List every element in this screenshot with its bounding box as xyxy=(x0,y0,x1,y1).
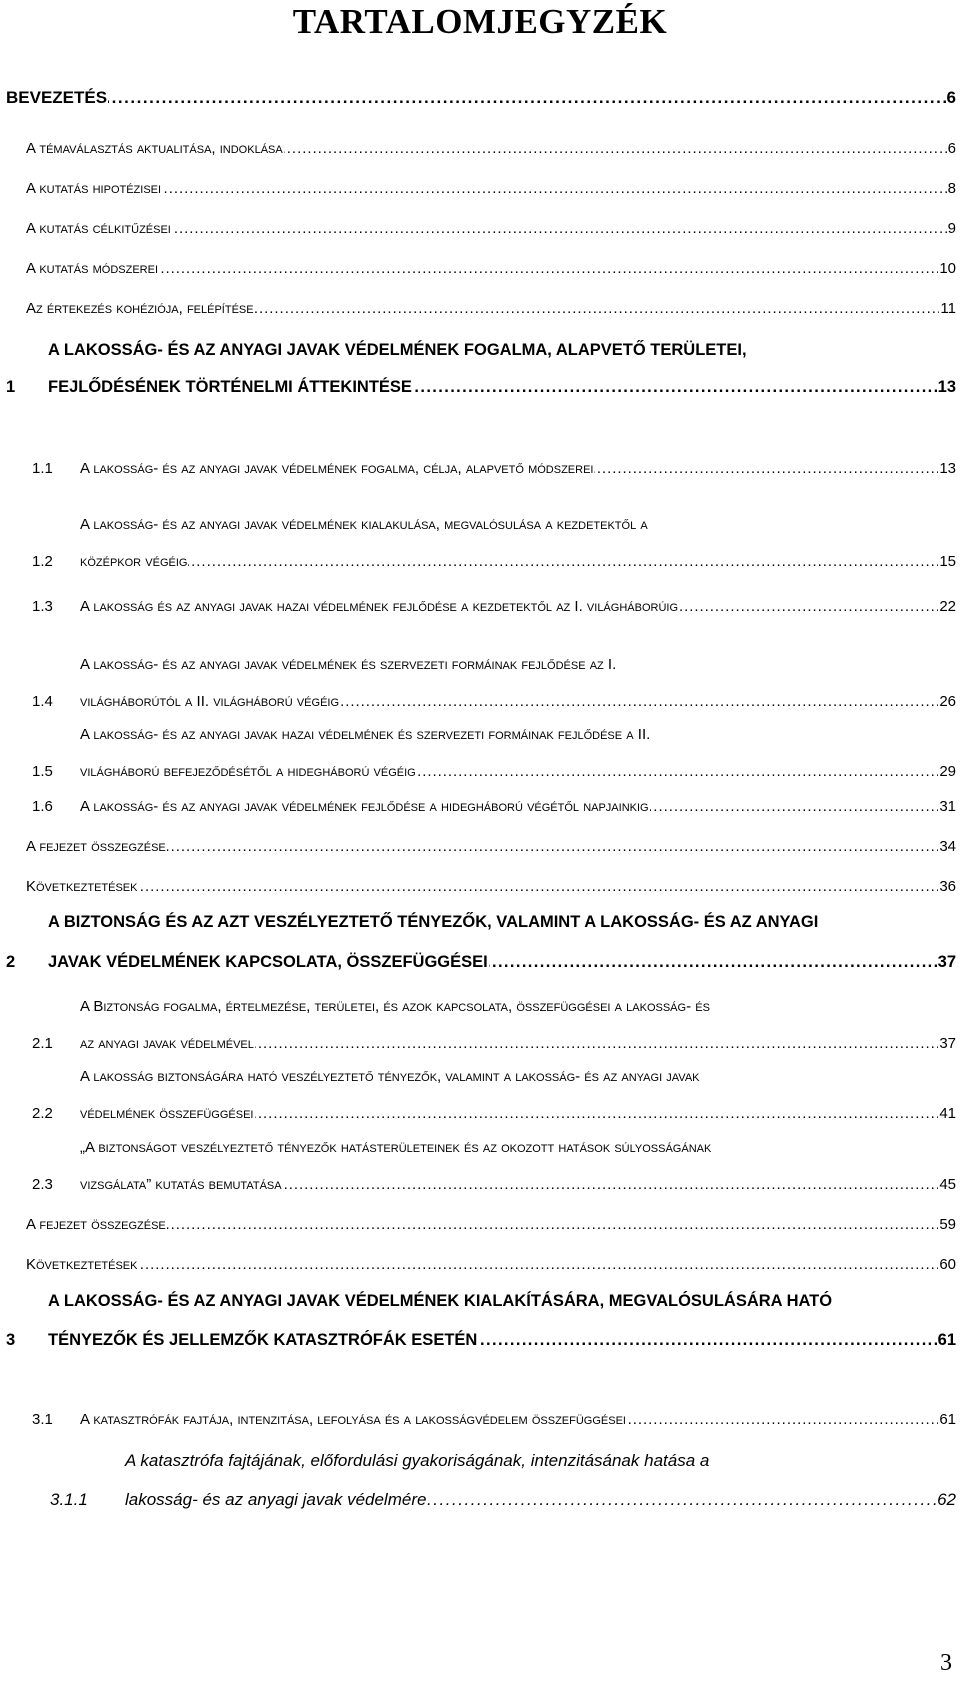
toc-entry-title: az anyagi javak védelmével xyxy=(80,1035,254,1052)
toc-entry-title-line: A lakosság- és az anyagi javak védelmének és szervezeti formáinak fejlődése az I. xyxy=(80,656,617,673)
toc-entry-title: világháborútól a II. világháború végéig xyxy=(80,693,340,710)
toc-entry-page: 37 xyxy=(937,953,956,971)
dot-leader xyxy=(188,554,938,574)
dot-leader xyxy=(594,461,938,481)
toc-entry-page: 34 xyxy=(939,838,956,855)
toc-entry-title: védelmének összefüggései xyxy=(80,1105,254,1122)
toc-entry-title: A kutatás célkitűzései xyxy=(26,220,171,237)
dot-leader xyxy=(138,879,938,899)
toc-entry-page: 61 xyxy=(939,1411,956,1428)
toc-entry[interactable] xyxy=(6,84,956,110)
toc-entry[interactable] xyxy=(26,833,956,859)
toc-entry-page: 6 xyxy=(946,88,956,107)
dot-leader xyxy=(679,599,938,619)
toc-entry[interactable] xyxy=(26,255,956,281)
toc-entry-title: világháború befejeződésétől a hidegháború végéig xyxy=(80,763,416,780)
toc-entry-title: A kutatás hipotézisei xyxy=(26,180,162,197)
toc-entry-title-line: A lakosság- és az anyagi javak védelmének kialakulása, megvalósulása a kezdetektől a xyxy=(80,516,648,533)
toc-entry-title: Az értekezés kohéziója, felépítése xyxy=(26,300,254,317)
toc-entry-page: 11 xyxy=(940,300,956,317)
toc-entry[interactable] xyxy=(26,873,956,899)
dot-leader xyxy=(167,1217,939,1237)
toc-entry-page: 22 xyxy=(939,598,956,615)
dot-leader xyxy=(340,694,938,714)
dot-leader xyxy=(650,799,939,819)
dot-leader xyxy=(478,1332,936,1352)
toc-entry-page: 6 xyxy=(947,140,956,157)
toc-entry[interactable] xyxy=(6,373,956,399)
dot-leader xyxy=(413,379,937,399)
toc-entry-number: 1.5 xyxy=(32,763,53,780)
dot-leader xyxy=(172,221,947,241)
page-number: 3 xyxy=(940,1650,952,1676)
dot-leader xyxy=(138,1257,938,1277)
toc-entry-title: A témaválasztás aktualitása, indoklása xyxy=(26,140,283,157)
toc-entry[interactable] xyxy=(32,1406,956,1432)
toc-entry-number: 2 xyxy=(6,953,16,971)
toc-entry[interactable] xyxy=(26,1211,956,1237)
toc-entry[interactable] xyxy=(26,215,956,241)
toc-entry-number: 3 xyxy=(6,1331,16,1349)
toc-entry-title: Következtetések xyxy=(26,1256,138,1273)
toc-entry-title-line: A BIZTONSÁG ÉS AZ AZT VESZÉLYEZTETŐ TÉNYEZŐK, VALAMINT A LAKOSSÁG- ÉS AZ ANYAGI xyxy=(48,913,819,931)
dot-leader xyxy=(159,261,938,281)
toc-entry[interactable] xyxy=(32,1171,956,1197)
dot-leader xyxy=(427,1492,936,1512)
toc-entry-page: 37 xyxy=(939,1035,956,1052)
toc-entry[interactable] xyxy=(32,548,956,574)
toc-entry[interactable] xyxy=(32,793,956,819)
toc-entry-title-line: A lakosság biztonságára ható veszélyeztető tényezők, valamint a lakosság- és az anyagi javak xyxy=(80,1068,700,1085)
toc-entry-title: középkor végéig xyxy=(80,553,188,570)
dot-leader xyxy=(417,764,939,784)
toc-entry-title-line: A LAKOSSÁG- ÉS AZ ANYAGI JAVAK VÉDELMÉNEK KIALAKÍTÁSÁRA, MEGVALÓSULÁSÁRA HATÓ xyxy=(48,1292,833,1310)
toc-entry-title-line: A LAKOSSÁG- ÉS AZ ANYAGI JAVAK VÉDELMÉNEK FOGALMA, ALAPVETŐ TERÜLETEI, xyxy=(48,341,747,359)
toc-entry-title: JAVAK VÉDELMÉNEK KAPCSOLATA, ÖSSZEFÜGGÉSEI xyxy=(48,953,488,971)
toc-entry-page: 26 xyxy=(939,693,956,710)
toc-entry-title-line: A lakosság- és az anyagi javak hazai védelmének és szervezeti formáinak fejlődése a II. xyxy=(80,726,651,743)
toc-entry-title: A lakosság- és az anyagi javak védelmének fejlődése a hidegháború végétől napjainkig xyxy=(80,798,649,815)
toc-entry-number: 1.1 xyxy=(32,460,53,477)
dot-leader xyxy=(255,1036,938,1056)
toc-entry-title: lakosság- és az anyagi javak védelmére xyxy=(125,1490,427,1509)
dot-leader xyxy=(255,301,940,321)
toc-entry-title: A lakosság és az anyagi javak hazai védelmének fejlődése a kezdetektől az I. világháborúig xyxy=(80,598,678,615)
toc-entry-title: vizsgálata” kutatás bemutatása xyxy=(80,1176,282,1193)
dot-leader xyxy=(108,90,945,110)
toc-entry-number: 2.2 xyxy=(32,1105,53,1122)
toc-entry-page: 8 xyxy=(947,180,956,197)
toc-entry-page: 15 xyxy=(939,553,956,570)
toc-entry-title: FEJLŐDÉSÉNEK TÖRTÉNELMI ÁTTEKINTÉSE xyxy=(48,378,412,396)
toc-entry-title: A katasztrófák fajtája, intenzitása, lefolyása és a lakosságvédelem összefüggései xyxy=(80,1411,626,1428)
dot-leader xyxy=(167,839,939,859)
toc-entry[interactable] xyxy=(32,1030,956,1056)
toc-entry-title: A fejezet összegzése xyxy=(26,1216,166,1233)
dot-leader xyxy=(255,1106,939,1126)
toc-entry-number: 2.1 xyxy=(32,1035,53,1052)
toc-entry[interactable] xyxy=(32,758,956,784)
dot-leader xyxy=(162,181,947,201)
toc-entry-number: 1.6 xyxy=(32,798,53,815)
toc-entry-page: 59 xyxy=(939,1216,956,1233)
toc-entry-title-line: A katasztrófa fajtájának, előfordulási gyakoriságának, intenzitásának hatása a xyxy=(125,1451,710,1470)
toc-entry-title: BEVEZETÉS xyxy=(6,88,108,107)
toc-entry-page: 45 xyxy=(939,1176,956,1193)
toc-entry-number: 1.3 xyxy=(32,598,53,615)
dot-leader xyxy=(627,1412,938,1432)
toc-entry[interactable] xyxy=(26,1251,956,1277)
dot-leader xyxy=(489,954,937,974)
toc-entry-number: 3.1 xyxy=(32,1411,53,1428)
toc-entry[interactable] xyxy=(32,455,956,481)
toc-entry-title: TÉNYEZŐK ÉS JELLEMZŐK KATASZTRÓFÁK ESETÉN xyxy=(48,1331,478,1349)
toc-entry-page: 61 xyxy=(937,1331,956,1349)
dot-leader xyxy=(284,141,947,161)
toc-entry-page: 36 xyxy=(939,878,956,895)
toc-entry[interactable] xyxy=(26,175,956,201)
toc-entry-page: 10 xyxy=(939,260,956,277)
toc-entry[interactable] xyxy=(50,1486,956,1512)
toc-entry-number: 1.4 xyxy=(32,693,53,710)
dot-leader xyxy=(283,1177,939,1197)
toc-entry[interactable] xyxy=(26,135,956,161)
toc-entry-page: 13 xyxy=(937,378,956,396)
toc-entry[interactable] xyxy=(6,948,956,974)
toc-entry-title: A fejezet összegzése xyxy=(26,838,166,855)
toc-entry[interactable] xyxy=(32,688,956,714)
toc-entry-title: A kutatás módszerei xyxy=(26,260,159,277)
toc-entry[interactable] xyxy=(32,1100,956,1126)
toc-entry-page: 9 xyxy=(947,220,956,237)
toc-entry-page: 29 xyxy=(939,763,956,780)
toc-entry-title: Következtetések xyxy=(26,878,138,895)
toc-entry-page: 41 xyxy=(939,1105,956,1122)
toc-entry-title-line: A Biztonság fogalma, értelmezése, területei, és azok kapcsolata, összefüggései a lakosság- és xyxy=(80,998,710,1015)
toc-entry-title-line: „A biztonságot veszélyeztető tényezők hatásterületeinek és az okozott hatások súlyosságának xyxy=(80,1139,712,1156)
toc-entry-title: A lakosság- és az anyagi javak védelmének fogalma, célja, alapvető módszerei xyxy=(80,460,594,477)
toc-entry-page: 31 xyxy=(939,798,956,815)
toc-entry-number: 1.2 xyxy=(32,553,53,570)
toc-entry-number: 3.1.1 xyxy=(50,1490,88,1509)
page-title: TARTALOMJEGYZÉK xyxy=(292,2,668,41)
toc-entry[interactable] xyxy=(6,1326,956,1352)
toc-entry-page: 13 xyxy=(939,460,956,477)
toc-entry-page: 62 xyxy=(937,1490,956,1509)
toc-entry-number: 2.3 xyxy=(32,1176,53,1193)
toc-entry[interactable] xyxy=(26,295,956,321)
toc-entry-number: 1 xyxy=(6,378,16,396)
toc-entry[interactable] xyxy=(32,593,956,619)
toc-entry-page: 60 xyxy=(939,1256,956,1273)
